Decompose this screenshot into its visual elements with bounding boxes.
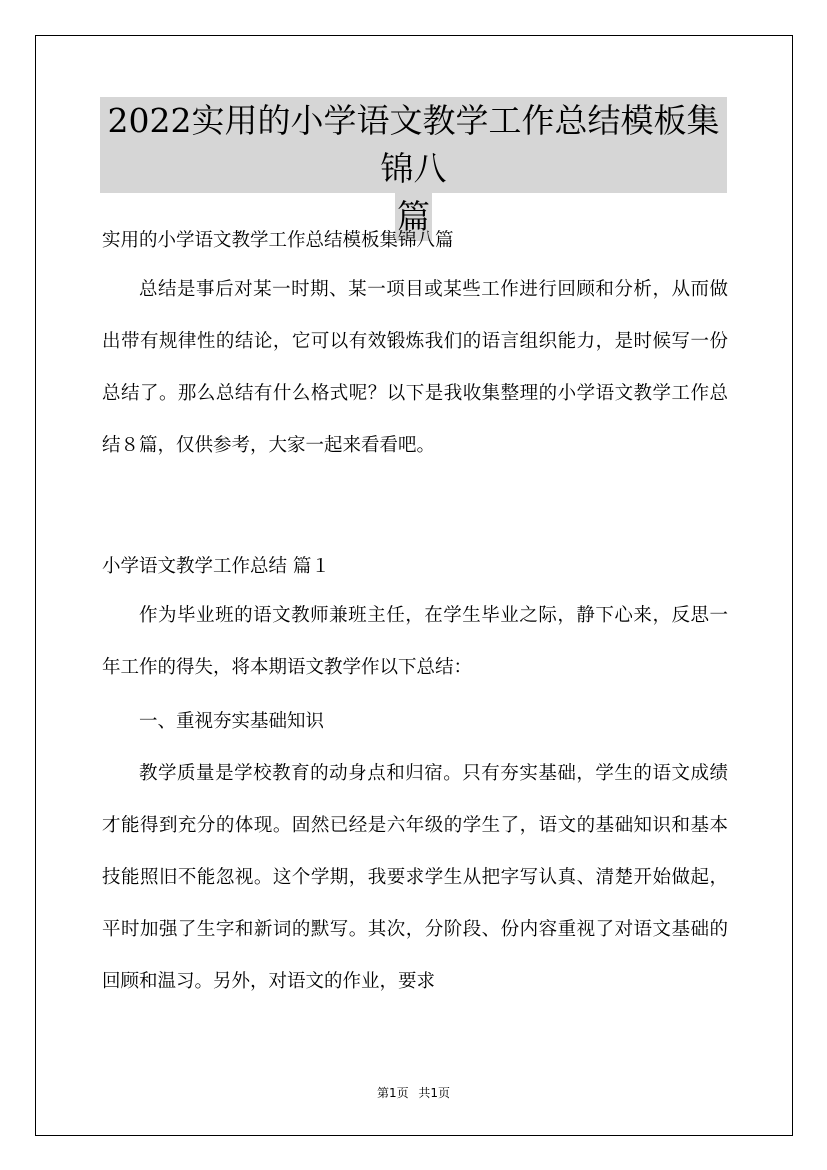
page-total: 共1页 <box>418 1086 451 1100</box>
page-number: 第1页 <box>376 1086 409 1100</box>
section-1-subheading: 一、重视夯实基础知识 <box>139 711 325 732</box>
section-1-paragraph-1: 作为毕业班的语文教师兼班主任，在学生毕业之际，静下心来，反思一年工作的得失，将本期语文教学作以下总结： <box>102 605 728 678</box>
document-subtitle: 实用的小学语文教学工作总结模板集锦八篇 <box>102 230 454 251</box>
intro-paragraph: 总结是事后对某一时期、某一项目或某些工作进行回顾和分析，从而做出带有规律性的结论，它可以有效锻炼我们的语言组织能力，是时候写一份总结了。那么总结有什么格式呢？以下是我收集整理的小学语文教学工作总结８篇，仅供参考，大家一起来看看吧。 <box>102 279 728 456</box>
title-line-2: 篇 <box>395 193 432 241</box>
title-line-1: 2022实用的小学语文教学工作总结模板集锦八 <box>100 97 727 193</box>
page-footer <box>0 1084 827 1101</box>
document-title <box>100 97 727 241</box>
section-1-heading: 小学语文教学工作总结 篇１ <box>102 556 330 577</box>
section-1-paragraph-2: 教学质量是学校教育的动身点和归宿。只有夯实基础，学生的语文成绩才能得到充分的体现。固然已经是六年级的学生了，语文的基础知识和基本技能照旧不能忽视。这个学期，我要求学生从把字写认真、清楚开始做起，平时加强了生字和新词的默写。其次，分阶段、份内容重视了对语文基础的回顾和温习。另外，对语文的作业，要求 <box>102 763 728 992</box>
